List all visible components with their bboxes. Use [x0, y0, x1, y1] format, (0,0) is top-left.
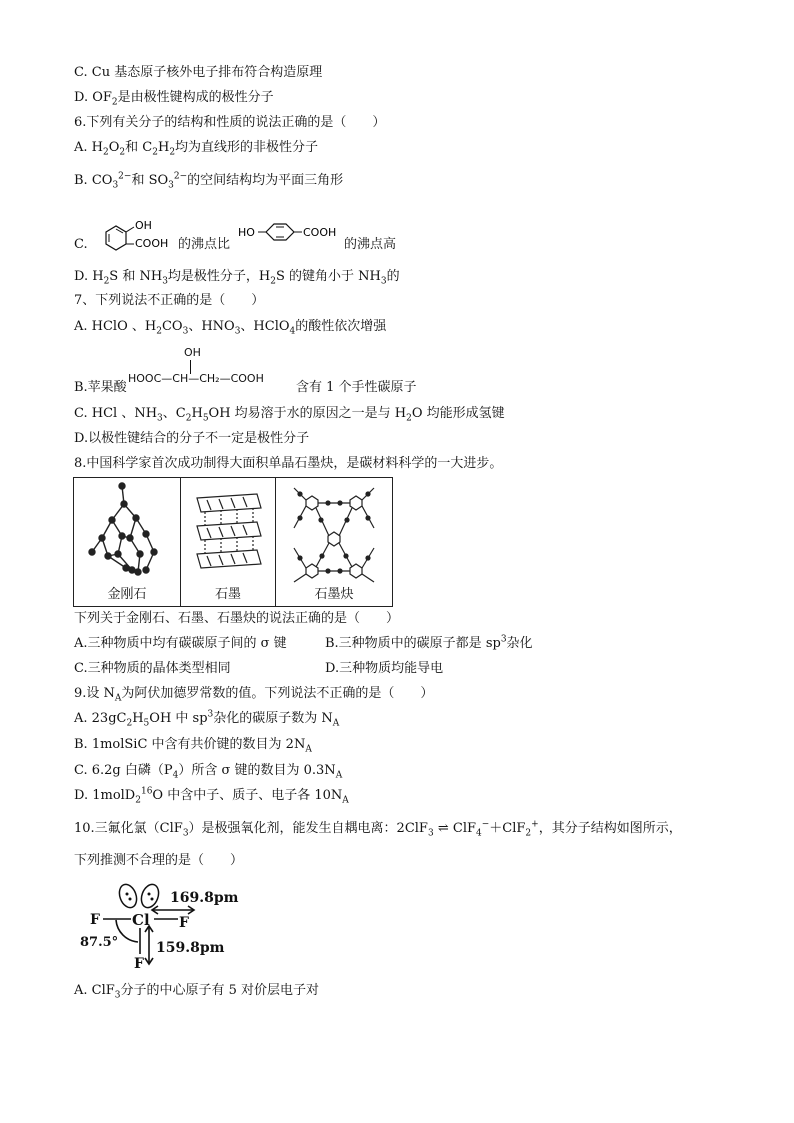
malic-acid-structure — [128, 346, 298, 392]
q8-option-b: B.三种物质中的碳原子都是 $sp^3$杂化 — [325, 634, 533, 651]
graphdiyne-cell — [276, 478, 393, 607]
q7-option-c: C. HCl 、$NH_3$、$C_2H_5OH$ 均易溶于水的原因之一是与 $H_2O$ 均能形成氢键 — [74, 406, 505, 424]
q7-option-b-post: 含有 1 个手性碳原子 — [296, 380, 417, 395]
cooh-label-2: COOH — [303, 226, 337, 239]
graphdiyne-structure-image — [276, 478, 392, 586]
q7-option-a: A. HClO 、$H_2CO_3$、$HNO_3$、HClO$_4$的酸性依次增强 — [74, 319, 387, 337]
q7-option-b-label: B.苹果酸 — [74, 380, 127, 395]
q6-option-d: D. $H_2S$ 和 $NH_3$均是极性分子，$H_2S$ 的键角小于 $NH_3$的 — [74, 269, 400, 287]
caption-graphite: 石墨 — [214, 587, 241, 602]
q6-option-b: B. $CO_3^{2-}$和 $SO_3^{2-}$的空间结构均为平面三角形 — [74, 171, 344, 191]
q6-option-c-post: 的沸点高 — [344, 237, 397, 252]
salicylic-acid-structure — [92, 212, 192, 254]
cooh-label: COOH — [135, 237, 169, 250]
q10-line2: 下列推测不合理的是（ ） — [74, 853, 244, 868]
crystal-structure-table — [73, 477, 393, 607]
bond-length-2: 159.8pm — [156, 940, 225, 956]
q6-option-a: A. $H_2O_2$和 $C_2H_2$均为直线形的非极性分子 — [74, 140, 319, 158]
q6-option-c-label: C. — [74, 237, 88, 252]
q6-stem: 6.下列有关分子的结构和性质的说法正确的是（ ） — [74, 115, 386, 130]
f-atom-left: F — [90, 912, 100, 928]
q8-stem: 8.中国科学家首次成功制得大面积单晶石墨炔，是碳材料科学的一大进步。 — [74, 456, 503, 471]
q9-option-a: A. $23gC_2H_5OH$ 中 $sp^3$杂化的碳原子数为 $N_A$ — [74, 709, 340, 729]
bond-angle: 87.5° — [80, 935, 119, 950]
q5-option-c: C. Cu 基态原子核外电子排布符合构造原理 — [74, 65, 323, 80]
lone-pair-right — [138, 882, 161, 910]
caption-graphdiyne: 石墨炔 — [314, 587, 354, 602]
q10-stem: 10.三氟化氯（ClF$_3$）是极强氧化剂，能发生自耦电离：2ClF$_3$ ⇌ ClF$_4$−＋ClF$_2$+，其分子结构如图所示， — [74, 819, 682, 839]
p-hydroxybenzoic-acid-structure — [236, 218, 346, 248]
q9-option-c: C. 6.2g 白磷$(P_4)$所含 σ 键的数目为 $0.3N_A$ — [74, 763, 343, 781]
f-atom-right: F — [179, 915, 189, 931]
q10-option-a: A. ClF$_3$分子的中心原子有 5 对价层电子对 — [74, 983, 320, 1001]
graphite-cell — [181, 478, 276, 607]
graphite-structure-image — [181, 478, 275, 586]
caption-diamond: 金刚石 — [107, 587, 147, 602]
q8-question: 下列关于金刚石、石墨、石墨炔的说法正确的是（ ） — [74, 611, 400, 626]
q5-option-d: D. $OF_2$是由极性键构成的极性分子 — [74, 90, 274, 108]
q8-option-d: D.三种物质均能导电 — [325, 661, 444, 676]
q9-stem: 9.设 $N_A$为阿伏加德罗常数的值。下列说法不正确的是（ ） — [74, 686, 434, 704]
q8-option-a: A.三种物质中均有碳碳原子间的 σ 键 — [74, 636, 287, 651]
diamond-structure-image — [74, 478, 180, 586]
q8-option-c: C.三种物质的晶体类型相同 — [74, 661, 231, 676]
clf3-structure-figure — [76, 880, 266, 975]
equilibrium-arrow: ⇌ — [437, 821, 449, 836]
ho-label: HO — [238, 226, 255, 239]
oh-label: OH — [135, 219, 152, 232]
f-atom-bottom: F — [134, 956, 144, 972]
lone-pair-left — [116, 882, 139, 910]
q9-option-b: B. 1molSiC 中含有共价键的数目为 $2N_A$ — [74, 737, 312, 755]
q9-option-d: D. 1molD$_2^{16}$O 中含中子、质子、电子各 $10N_A$ — [74, 786, 349, 806]
bond-length-1: 169.8pm — [170, 890, 239, 906]
q7-stem: 7、下列说法不正确的是（ ） — [74, 293, 265, 308]
malic-main-chain: HOOC—CH—CH₂—COOH — [128, 372, 264, 385]
cl-atom-label: Cl — [132, 911, 150, 929]
q7-option-d: D.以极性键结合的分子不一定是极性分子 — [74, 431, 310, 446]
malic-oh-label: OH — [184, 346, 201, 359]
q6-option-c-mid: 的沸点比 — [178, 237, 231, 252]
diamond-cell — [74, 478, 181, 607]
